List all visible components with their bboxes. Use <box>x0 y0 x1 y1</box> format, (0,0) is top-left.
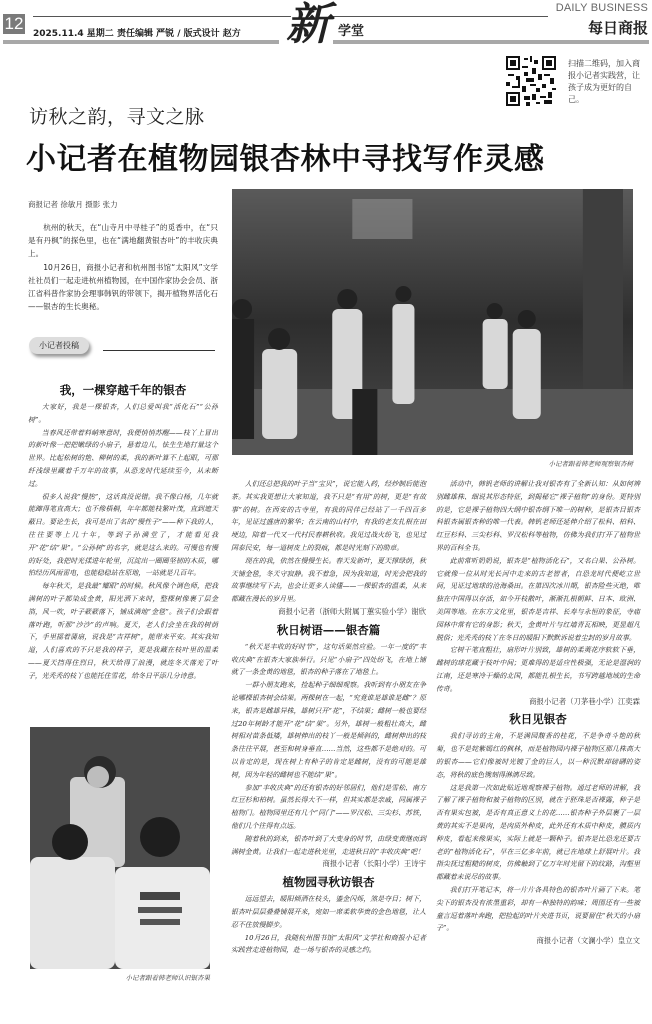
intro-paragraph: 10月26日，商报小记者和杭州图书馆“太阳风”文学社社员们一起走进杭州植物园，在中国作家协会会员、浙江省科普作家协会理事韩钒的带领下，揭开植物界活化石——银杏的生长奥秘。 <box>28 262 218 312</box>
paper-name-en: DAILY BUSINESS <box>555 2 648 14</box>
paragraph: 每年秋天，是我最“耀眼”的时候。秋风像个调色师，把我满树的叶子都染成金黄，阳光洒下来时，整棵树像裹了层金箔，风一吹，叶子簌簌落下，铺成满地“金毯”。孩子们会跟着落叶跑，听那“沙沙”的声响。夏天，老人们会坐在我的树荫下，手里摇着蒲扇，说我是“吉祥树”，能带来平安。其实我知道，人们喜欢的不只是我的样子，更是我藏在枝叶里的温柔——夏天挡得住烈日，秋天给得了浪漫，就连冬天落光了叶子，光秃秃的枝丫也能托住雪花，给冬日平添几分诗意。 <box>28 582 218 680</box>
article-body <box>231 893 426 957</box>
column-label: 小记者投稿 <box>29 337 89 354</box>
column-label-rule <box>103 350 215 351</box>
article-body-continued <box>231 478 426 606</box>
article-body-continued <box>436 478 640 696</box>
article-headline: 小记者在植物园银杏林中寻找写作灵感 <box>26 142 545 177</box>
paper-name-cn: 每日商报 <box>587 19 648 37</box>
paragraph: “秋天是丰收的好时节”，这句话果然应验。一年一度的“丰收庆典”在银杏大家族举行。只见“小扇子”四处纷飞，在地上铺就了一条金黄的地毯，银杏的种子落在了地毯上。 <box>231 642 426 677</box>
paragraph: 我们寻访的主角，不是满园馥香的桂花，不是争奇斗艳的秋菊，也不是姹紫嫣红的枫林，而是植物园内裸子植物区那几株高大的银杏——它们像被时光镀了金的巨人，以一种沉默却磅礴的姿态，将秋的底色镌刻得淋漓尽致。 <box>436 732 640 779</box>
middle-text-column <box>231 478 426 957</box>
article-title: 植物园寻秋访银杏 <box>282 875 375 890</box>
section-name: 学堂 <box>338 24 365 39</box>
photo-children-looking-up-at-ginkgo <box>232 189 633 455</box>
paragraph: 远远望去，暖阳倾洒在枝头，鎏金闪烁，煞是夺目；树下，银杏叶层层叠叠铺展开来，宛如一席柔软华贵的金色地毯，让人忍不住放慢脚步。 <box>231 895 426 929</box>
article-title: 秋日见银杏 <box>509 712 567 727</box>
photo-caption: 小记者跟着韩老师观察银杏树 <box>548 460 633 468</box>
paragraph: 它树干笔直粗壮，扇形叶片别致，雄树的柔荑花序软软下垂，雌树的球花藏于枝叶中间；更难得的是适应性极强，无论是湿润的江南，还是寒冷干燥的北国，都能扎根生长，书写跨越地域的生命传奇。 <box>436 646 640 693</box>
article-intro <box>28 221 218 313</box>
paragraph: 随着秋的到来，银杏叶到了大变身的时节，由绿变黄继而到满树金黄。让我们一起走进秋光里，走进秋日的“丰收庆典”吧！ <box>231 834 426 856</box>
qr-invite-text: 扫描二维码，加入商报小记者实践营，让孩子成为更好的自己。 <box>568 59 640 104</box>
masthead-bar-right <box>333 40 649 44</box>
article-kicker: 访秋之韵，寻文之脉 <box>29 106 205 128</box>
qr-code-icon[interactable] <box>506 56 556 106</box>
page-number: 12 <box>4 14 24 33</box>
section-logo-char: 新 <box>286 0 330 50</box>
dateline: 2025.11.4 星期二 责任编辑 严锐 / 版式设计 赵方 <box>33 29 241 39</box>
article-body <box>231 641 426 859</box>
paragraph: 这是我第一次如此贴近地观察裸子植物。通过老师的讲解，我了解了裸子植物和被子植物的区别，就在于胚珠是否裸露，种子是否有果实包被，是否有真正意义上的花……银杏种子外层裹了一层黄的其实不是果肉，是肉质外种皮，此外还有木质中种皮，膜质内种皮，看起来像果实，实际上就是一颗种子。银杏是比恐龙还要古老的“植物活化石”，早在三亿多年前，就已在地球上舒展叶片。我指尖抚过粗糙的树皮，仿佛触到了亿万年时光留下的纹路，沟壑里都藏着未说尽的故事。 <box>436 783 640 882</box>
paragraph: 参加“丰收庆典”的还有银杏的好邻居们，他们是雪松、南方红豆杉和柏树。虽然长得大不一样，但其实都是亲戚，同属裸子植物门。植物园里还有几个“同门”——罗汉松、三尖杉、苏铁，他们几个往得有点远。 <box>231 783 426 830</box>
article-body <box>28 401 218 683</box>
author-signature: 商报小记者（浙师大附属丁蕙实验小学）谢欣 <box>278 606 426 616</box>
paragraph: 活动中，韩钒老师的讲解让我对银杏有了全新认知：从如何辨别雌雄株、细说其形态特征，到揭秘它“裸子植物”的身份。更特别的是，它是裸子植物四大纲中银杏纲下唯一的树种，是银杏目银杏科银杏属银杏种的唯一代表。韩钒老师还延伸介绍了松科、柏科、红豆杉科、三尖杉科、罗汉松科等植物，仿佛为我们打开了植物世界的百科全书。 <box>436 480 640 552</box>
intro-paragraph: 杭州的秋天，在“山寺月中寻桂子”的觅香中，在“只是有丹枫”的探色里，也在“满地翻黄银杏叶”的丰收庆典上。 <box>28 223 218 259</box>
paragraph: 10月26日，我随杭州图书馆“太阳风”文学社和商报小记者实践营走进植物园，赴一场与银杏的灵感之约。 <box>231 933 426 955</box>
photo-teacher-showing-ginkgo-fruit <box>30 727 210 969</box>
paragraph: 大家好，我是一棵银杏，人们总爱叫我“活化石”“公孙树”。 <box>28 403 218 424</box>
left-text-column <box>28 383 218 683</box>
paragraph: 我们打开笔记本，将一片片各具特色的银杏叶片画了下来。笔尖下的银杏没有浓墨重彩，却有一种独特的韵味；周围还有一些被童言逗着落叶奔跑，把捡起的叶片夹进书页，说要留住“秋天的小扇子”。 <box>436 885 640 933</box>
author-signature: 商报小记者（长阳小学）王诗宇 <box>322 859 426 869</box>
article-title: 我，一棵穿越千年的银杏 <box>59 383 187 397</box>
article-title: 秋日树语——银杏篇 <box>276 622 381 637</box>
paragraph: 此前常听奶奶说，银杏是“植物活化石”，又名白果、公孙树。它就像一位从时光长河中走来的古老智者，自恐龙时代便屹立世间，见证过地球的沧海桑田。在第四次冰川期，银杏险些灭绝，唯独在中国得以存活，如今开枝散叶，渐渐扎根朝鲜、日本、欧洲、美国等地。在东方文化里，银杏是吉祥、长寿与永恒的象征，寺庙园林中常有它的身影；秋天，金黄叶片与红墙青瓦相映，更显超凡脱俗；光秃秃的枝丫在冬日的暖阳下默默诉说着尘封的岁月故事。 <box>436 556 640 642</box>
paragraph: 很多人说我“慢热”，这话真没说错。我不像白杨，几年就能蹿得笔直高大；也不像梧桐，年年都能枝繁叶茂，直到遮天蔽日。要论生长，我可是出了名的“慢性子”——种下我的人，往往要等上几十年，等到子孙满堂了，才能看见我开“花”结“果”。“公孙树”的名字，就是这么来的。可慢也有慢的好处，我把时光揉进年轮里，沉淀出一圈圈坚韧的木质，哪怕经历风雨雷电，也能稳稳站在原地，一站就是几百年。 <box>28 492 218 578</box>
author-signature: 商报小记者（刀茅巷小学）江奕霖 <box>529 696 640 706</box>
masthead-rule <box>33 16 291 17</box>
photo-caption: 小记者跟着韩老师认识银杏果 <box>125 974 210 982</box>
paragraph: 人们还总把我的叶子当“宝贝”，说它能入药，经炒制后能泡茶。其实我更想让大家知道，我不只是“有用”的树，更是“有故事”的树。在西安的古寺里，有我的同伴已经站了一千四百多年，见证过盛唐的繁华；在云南的山村中，有我的老友扎根在田埂边，陪着一代又一代村民春耕秋收。我见过战火纷飞，也见过国泰民安，每一道树皮上的裂痕，都是时光刻下的勋章。 <box>231 480 426 552</box>
right-text-column <box>436 478 640 948</box>
byline: 商报记者 徐敏月 摄影 张力 <box>28 200 118 209</box>
masthead-bar <box>3 40 279 44</box>
paragraph: 现在的我，依然在慢慢生长。春天发新叶，夏天撑绿荫，秋天铺金毯，冬天守寂静。我不着急，因为我知道，时光会把我的故事继续写下去，也会让更多人读懂——一棵银杏的温柔，从来都藏在漫长的岁月里。 <box>231 556 426 604</box>
masthead-rule-right <box>330 16 548 17</box>
article-body <box>436 730 640 935</box>
author-signature: 商报小记者（文澜小学）皇立文 <box>536 936 640 946</box>
paragraph: 一群小朋友跑来，捡起种子细细观察。我听到有小朋友在争论哪棵银杏树会结果。两棵树在一起，“究竟谁是雄谁是雌”？原来，银杏是雌雄异株，雄树只开“花”，不结果；雌树一般也要经过20年树龄才能开“花”结“果”。另外，雄树一般粗壮高大，雌树相对苗条低矮，雄树伸出的枝丫一般是倾斜的，雌树伸出的枝条往往平展，甚至和树身垂直……当然，这些都不是绝对的。可以肯定的是，现在树上有种子的肯定是雌树，没有的可能是雄树，因为年轻的雌树也不能结“果”。 <box>231 681 426 779</box>
paragraph: 当春风还带着料峭寒意时，我便悄悄苏醒——枝丫上冒出的新叶像一把把嫩绿的小扇子，悬着边儿，怯生生地打量这个世界。比起松树的艳、柳树的柔，我的新叶算不上起眼，可那纤浅绿里藏着千万年的故事，从恐龙时代延续至今，从未断过。 <box>28 428 218 488</box>
